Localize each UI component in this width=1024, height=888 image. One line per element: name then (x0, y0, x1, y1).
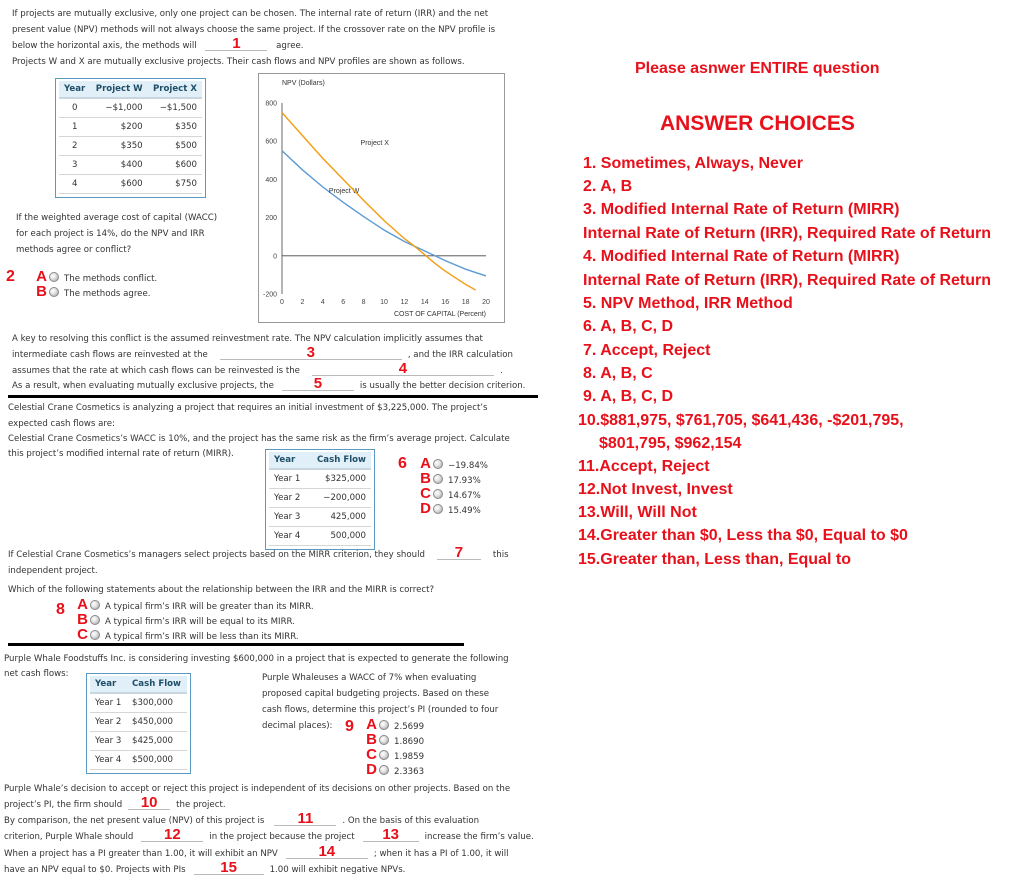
option-text: A typical firm’s IRR will be equal to its MIRR. (105, 617, 295, 627)
q8-option-a[interactable] (77, 597, 314, 612)
table-cell: $325,000 (308, 469, 371, 489)
q1-intro-line3 (12, 35, 304, 54)
blank-number: 15 (220, 859, 237, 876)
col-header: Year (59, 81, 90, 98)
x-tick-label: 6 (341, 299, 346, 306)
answer-choice-line: 12.Not Invest, Invest (578, 481, 733, 498)
q9-option-b[interactable] (366, 732, 424, 747)
q11-text-after: . On the basis of this evaluation (342, 816, 480, 826)
answer-blank-10[interactable] (128, 794, 170, 811)
q8-option-b[interactable] (77, 612, 314, 627)
answer-choice-line: 8. A, B, C (583, 365, 653, 382)
projects-cash-flow-table (55, 78, 206, 198)
q2-options (36, 269, 157, 299)
table-row (59, 156, 202, 175)
option-text: The methods conflict. (64, 274, 158, 284)
q2-option-b[interactable] (36, 284, 157, 299)
blank-number: 7 (454, 544, 464, 561)
blank-number: 14 (318, 843, 336, 860)
table-row (90, 693, 187, 713)
x-tick-label: 8 (361, 299, 366, 306)
question-number-9: 9 (345, 718, 354, 735)
answer-choice-line: 4. Modified Internal Rate of Return (MIRR) (583, 248, 900, 265)
radio-button[interactable] (433, 489, 443, 499)
q10-text-after: the project. (176, 800, 226, 810)
table-cell: −$1,500 (148, 98, 202, 118)
question-number-8: 8 (56, 601, 65, 618)
series-label: Project W (328, 187, 360, 195)
option-letter: A (77, 596, 88, 613)
table-cell: Year 1 (90, 693, 127, 713)
q8-prompt: Which of the following statements about the relationship between the IRR and the MIRR is correct? (8, 585, 435, 595)
q2-prompt-line2: for each project is 14%, do the NPV and IRR (16, 229, 205, 239)
q1-text-before: below the horizontal axis, the methods will (12, 41, 197, 51)
question-number-6: 6 (398, 455, 407, 472)
y-tick-label: -200 (262, 291, 277, 299)
celestial-line3: Celestial Crane Cosmetics’s WACC is 10%, and the project has the same risk as the firm’s average project. Calculate (8, 434, 510, 444)
option-text: A typical firm’s IRR will be less than its MIRR. (105, 632, 299, 642)
blank-number: 10 (140, 794, 158, 811)
radio-button[interactable] (90, 600, 100, 610)
blank-number: 5 (313, 375, 323, 392)
table-row (59, 118, 202, 137)
q15-text-before: have an NPV equal to $0. Projects with PIs (4, 865, 186, 875)
question-number-2: 2 (6, 268, 15, 285)
y-tick-label: 600 (265, 138, 277, 146)
q9-option-d[interactable] (366, 762, 424, 777)
blank-number: 11 (297, 810, 314, 827)
table-row (59, 98, 202, 118)
table-cell: $425,000 (127, 732, 187, 751)
table-row (90, 751, 187, 770)
option-text: −19.84% (448, 461, 488, 471)
q2-prompt-line3: methods agree or conflict? (16, 245, 132, 255)
q7-text-after: this (492, 550, 509, 560)
q14-text-before: When a project has a PI greater than 1.00, it will exhibit an NPV (4, 849, 278, 859)
x-tick-label: 2 (300, 299, 305, 306)
answer-blank-5[interactable] (282, 375, 354, 392)
radio-button[interactable] (433, 474, 443, 484)
q10-text-before: project’s PI, the firm should (4, 800, 123, 810)
answer-choice-line: 7. Accept, Reject (583, 342, 711, 359)
col-header: Cash Flow (308, 452, 371, 469)
table-cell: Year 4 (90, 751, 127, 770)
purple-p6 (4, 859, 406, 878)
q1-intro-line4: Projects W and X are mutually exclusive projects. Their cash flows and NPV profiles are shown as follows. (12, 57, 465, 67)
answer-choice-line: Internal Rate of Return (IRR), Required Rate of Return (583, 225, 992, 242)
radio-button[interactable] (90, 615, 100, 625)
q7-line2: independent project. (8, 566, 98, 576)
q6-option-a[interactable] (420, 456, 488, 471)
table-cell: $450,000 (127, 713, 187, 732)
col-header: Year (269, 452, 308, 469)
q7-text-before: If Celestial Crane Cosmetics’s managers select projects based on the MIRR criterion, they should (8, 550, 425, 560)
q9-option-a[interactable] (366, 717, 424, 732)
x-tick-label: 4 (320, 299, 325, 306)
purple-line2: net cash flows: (4, 669, 69, 679)
x-axis-label: COST OF CAPITAL (Percent) (393, 311, 486, 318)
blank-number: 1 (232, 35, 241, 52)
table-cell: 4 (59, 175, 90, 194)
table-cell: $750 (148, 175, 202, 194)
series-label: Project X (360, 140, 389, 148)
q1-intro-line1: If projects are mutually exclusive, only one project can be chosen. The internal rate of return (IRR) and the net (12, 9, 489, 19)
purple-p3 (4, 810, 480, 829)
option-letter: D (366, 761, 377, 778)
npv-profile-svg (259, 74, 504, 322)
table-cell: $350 (90, 137, 147, 156)
table-cell: 1 (59, 118, 90, 137)
table-header-row (59, 81, 202, 98)
y-tick-label: 800 (265, 100, 277, 108)
blank-number: 12 (164, 826, 181, 843)
x-tick-label: 12 (400, 299, 409, 306)
q1-intro-line2: present value (NPV) methods will not always choose the same project. If the crossover rate on the NPV profile is (12, 25, 496, 35)
x-tick-label: 16 (441, 299, 450, 306)
answer-choice-line: 14.Greater than $0, Less tha $0, Equal to $0 (578, 527, 908, 544)
q13-text-after: increase the firm’s value. (424, 832, 534, 842)
option-letter: C (77, 626, 88, 643)
answer-choice-line: 11.Accept, Reject (578, 458, 710, 475)
table-cell: Year 3 (90, 732, 127, 751)
table-cell: $200 (90, 118, 147, 137)
series-line-project-w (282, 151, 486, 276)
q4-text-after: . (499, 366, 503, 376)
option-letter: B (420, 470, 431, 487)
table-cell: $600 (90, 175, 147, 194)
q12-text-before: criterion, Purple Whale should (4, 832, 134, 842)
option-text: 15.49% (448, 506, 481, 516)
answer-blank-1[interactable] (205, 35, 267, 52)
q2-prompt-line1: If the weighted average cost of capital (WACC) (16, 213, 218, 223)
purple-cash-flow-table (86, 673, 191, 774)
answer-choices-heading: ANSWER CHOICES (660, 112, 855, 135)
table-row (90, 713, 187, 732)
table-cell: Year 4 (269, 527, 308, 546)
answer-choice-line: 3. Modified Internal Rate of Return (MIRR) (583, 201, 900, 218)
blank-number: 13 (382, 826, 399, 843)
radio-button[interactable] (433, 504, 443, 514)
answer-choice-line: 6. A, B, C, D (583, 318, 674, 335)
purple-p5 (4, 843, 509, 862)
answer-choice-line: 5. NPV Method, IRR Method (583, 295, 793, 312)
answer-blank-13[interactable] (363, 826, 419, 843)
table-cell: $500 (148, 137, 202, 156)
q6-option-d[interactable] (420, 501, 488, 516)
radio-button[interactable] (379, 765, 389, 775)
table-row (269, 508, 371, 527)
x-tick-label: 14 (420, 299, 429, 306)
x-tick-label: 10 (380, 299, 388, 306)
table-cell: Year 2 (90, 713, 127, 732)
option-letter: C (366, 746, 377, 763)
answer-blank-15[interactable] (194, 859, 264, 876)
q8-options (77, 597, 314, 642)
radio-button[interactable] (379, 735, 389, 745)
table-row (90, 732, 187, 751)
option-text: 1.9859 (394, 752, 425, 762)
table-cell: 425,000 (308, 508, 371, 527)
table-cell: −$1,000 (90, 98, 147, 118)
table-cell: $350 (148, 118, 202, 137)
table-cell: 3 (59, 156, 90, 175)
q1-text-after: agree. (276, 41, 304, 51)
answer-blank-4[interactable] (312, 360, 494, 377)
table-cell: Year 3 (269, 508, 308, 527)
option-text: 17.93% (448, 476, 481, 486)
option-letter: B (366, 731, 377, 748)
purple-side-line4: decimal places): (262, 721, 333, 731)
option-letter: B (77, 611, 88, 628)
col-header: Project X (148, 81, 202, 98)
table-cell: $400 (90, 156, 147, 175)
q11-text-before: By comparison, the net present value (NPV) of this project is (4, 816, 265, 826)
answer-blank-3[interactable] (220, 344, 402, 361)
celestial-cash-flow-table (265, 449, 375, 550)
col-header: Year (90, 676, 127, 693)
notice-text: Please asnwer ENTIRE question (635, 60, 880, 77)
answer-choice-line: 15.Greater than, Less than, Equal to (578, 551, 851, 568)
purple-side-line3: cash flows, determine this project’s PI (rounded to four (262, 705, 499, 715)
answer-blank-7[interactable] (437, 544, 481, 561)
answer-choice-line: Internal Rate of Return (IRR), Required Rate of Return (583, 272, 992, 289)
celestial-line1: Celestial Crane Cosmetics is analyzing a project that requires an initial investment of $3,225,000. The project’s (8, 403, 488, 413)
x-tick-label: 20 (482, 299, 490, 306)
radio-button[interactable] (49, 272, 59, 282)
option-letter: C (420, 485, 431, 502)
answer-choice-line: 13.Will, Will Not (578, 504, 697, 521)
q3-5-line3 (12, 360, 503, 379)
table-cell: $600 (148, 156, 202, 175)
answer-choice-line: 10.$881,975, $761,705, $641,436, -$201,795, (578, 412, 904, 429)
table-cell: 2 (59, 137, 90, 156)
q9-options (366, 717, 424, 777)
option-text: 14.67% (448, 491, 481, 501)
radio-button[interactable] (433, 459, 443, 469)
table-cell: 0 (59, 98, 90, 118)
q3-5-line2 (12, 344, 513, 363)
answer-choice-line: 2. A, B (583, 178, 633, 195)
npv-profile-chart (258, 73, 505, 323)
y-tick-label: 400 (265, 176, 277, 184)
q9-option-c[interactable] (366, 747, 424, 762)
option-letter: A (420, 455, 431, 472)
blank-number: 4 (398, 360, 408, 377)
purple-line1: Purple Whale Foodstuffs Inc. is considering investing $600,000 in a project that is expected to generate the following (4, 654, 509, 664)
answer-blank-12[interactable] (141, 826, 203, 843)
purple-p1: Purple Whale’s decision to accept or reject this project is independent of its decisions on other projects. Based on the (4, 784, 511, 794)
radio-button[interactable] (90, 630, 100, 640)
section-divider (8, 643, 464, 646)
y-tick-label: 0 (273, 253, 277, 261)
answer-blank-14[interactable] (286, 843, 368, 860)
blank-number: 3 (306, 344, 316, 361)
q3-5-line4 (12, 375, 526, 394)
table-row (269, 469, 371, 489)
q5-text-before: As a result, when evaluating mutually exclusive projects, the (12, 381, 274, 391)
q13-text-before: in the project because the project (209, 832, 355, 842)
purple-side-line1: Purple Whaleuses a WACC of 7% when evaluating (262, 673, 477, 683)
q8-option-c[interactable] (77, 627, 314, 642)
x-tick-label: 0 (280, 299, 284, 306)
answer-choice-line: 9. A, B, C, D (583, 388, 674, 405)
col-header: Project W (90, 81, 147, 98)
table-cell: −200,000 (308, 489, 371, 508)
celestial-line2: expected cash flows are: (8, 419, 115, 429)
table-row (59, 137, 202, 156)
table-cell: 500,000 (308, 527, 371, 546)
y-tick-label: 200 (265, 215, 277, 223)
purple-p4 (4, 826, 534, 845)
q6-options (420, 456, 488, 516)
answer-blank-11[interactable] (274, 810, 336, 827)
table-row (59, 175, 202, 194)
option-text: 2.5699 (394, 722, 425, 732)
table-cell: Year 1 (269, 469, 308, 489)
q7-line1 (8, 544, 509, 563)
q5-text-after: is usually the better decision criterion. (359, 381, 526, 391)
option-text: The methods agree. (64, 289, 151, 299)
table-cell: $500,000 (127, 751, 187, 770)
radio-button[interactable] (379, 720, 389, 730)
q4-text-before: assumes that the rate at which cash flows can be reinvested is the (12, 366, 300, 376)
option-text: 1.8690 (394, 737, 425, 747)
option-letter: A (366, 716, 377, 733)
q3-text-before: intermediate cash flows are reinvested at the (12, 350, 208, 360)
table-header-row (269, 452, 371, 469)
radio-button[interactable] (379, 750, 389, 760)
option-letter: D (420, 500, 431, 517)
q14-text-after: ; when it has a PI of 1.00, it will (373, 849, 509, 859)
purple-p2 (4, 794, 226, 813)
q3-text-after: , and the IRR calculation (407, 350, 513, 360)
q2-option-a[interactable] (36, 269, 157, 284)
q15-text-after: 1.00 will exhibit negative NPVs. (269, 865, 406, 875)
purple-side-line2: proposed capital budgeting projects. Based on these (262, 689, 489, 699)
radio-button[interactable] (49, 287, 59, 297)
q6-option-c[interactable] (420, 486, 488, 501)
option-text: A typical firm’s IRR will be greater than its MIRR. (105, 602, 314, 612)
answer-choice-line: 1. Sometimes, Always, Never (583, 155, 803, 172)
celestial-line4: this project’s modified internal rate of return (MIRR). (8, 449, 234, 459)
table-cell: $300,000 (127, 693, 187, 713)
section-divider (8, 395, 538, 398)
option-text: 2.3363 (394, 767, 425, 777)
q3-5-line1: A key to resolving this conflict is the assumed reinvestment rate. The NPV calculation implicitly assumes that (12, 334, 483, 344)
y-axis-label: NPV (Dollars) (282, 80, 325, 87)
col-header: Cash Flow (127, 676, 187, 693)
table-row (269, 527, 371, 546)
option-letter: A (36, 268, 47, 285)
table-cell: Year 2 (269, 489, 308, 508)
x-tick-label: 18 (461, 299, 470, 306)
q6-option-b[interactable] (420, 471, 488, 486)
table-row (269, 489, 371, 508)
option-letter: B (36, 283, 47, 300)
answer-choice-line: $801,795, $962,154 (599, 435, 742, 452)
table-header-row (90, 676, 187, 693)
